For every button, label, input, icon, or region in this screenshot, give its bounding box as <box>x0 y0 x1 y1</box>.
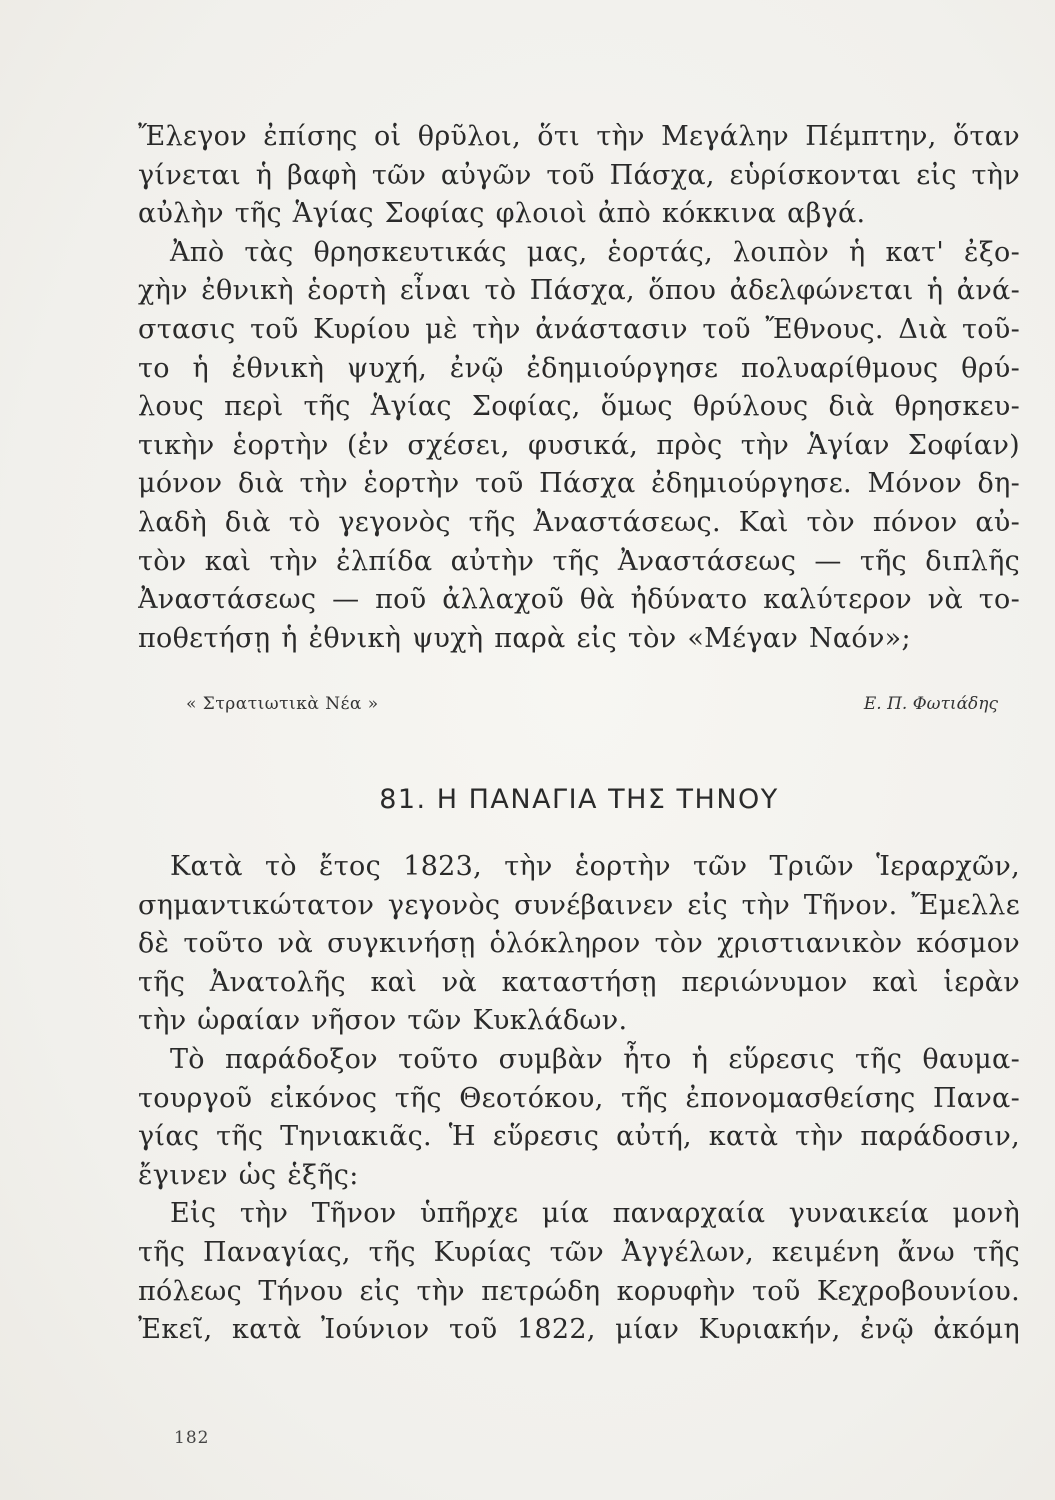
text-line: Κατὰ τὸ ἔτος 1823, τὴν ἑορτὴν τῶν Τριῶν Ἱεραρχῶν, <box>170 851 1020 882</box>
text-line: Τὸ παράδοξον τοῦτο συμβὰν ἦτο ἡ εὕρεσις τῆς θαυμα- <box>170 1043 1020 1075</box>
text-line: Ἔλεγον ἐπίσης οἱ θρῦλοι, ὅτι τὴν Μεγάλην Πέμπτην, ὅταν <box>138 121 1020 152</box>
text-line: τὸν καὶ τὴν ἐλπίδα αὐτὴν τῆς Ἀναστάσεως — τῆς διπλῆς <box>138 545 1020 577</box>
text-line: το ἡ ἐθνικὴ ψυχή, ἐνῷ ἐδημιούργησε πολυαρίθμους θρύ- <box>138 352 1020 384</box>
text-line: δὲ τοῦτο νὰ συγκινήσῃ ὁλόκληρον τὸν χριστιανικὸν κόσμον <box>138 928 1020 960</box>
text-line: ἔγινεν ὡς ἑξῆς: <box>138 1159 359 1191</box>
text-line: γίνεται ἡ βαφὴ τῶν αὐγῶν τοῦ Πάσχα, εὑρίσκονται εἰς τὴν <box>138 159 1020 191</box>
text-line: λαδὴ διὰ τὸ γεγονὸς τῆς Ἀναστάσεως. Καὶ τὸν πόνον αὐ- <box>138 506 1020 538</box>
text-line: Εἰς τὴν Τῆνον ὑπῆρχε μία παναρχαία γυναικεία μονὴ <box>170 1198 1020 1230</box>
paragraph-hagia-sophia <box>138 118 1020 658</box>
text-line: τὴν ὡραίαν νῆσον τῶν Κυκλάδων. <box>138 1005 628 1037</box>
text-line: χὴν ἐθνικὴ ἑορτὴ εἶναι τὸ Πάσχα, ὅπου ἀδελφώνεται ἡ ἀνά- <box>138 275 1020 307</box>
text-line: Ἀπὸ τὰς θρησκευτικάς μας, ἑορτάς, λοιπὸν ἡ κατ' ἐξο- <box>170 236 1020 268</box>
text-line: στασις τοῦ Κυρίου μὲ τὴν ἀνάστασιν τοῦ Ἔθνους. Διὰ τοῦ- <box>138 313 1020 345</box>
page-number: 182 <box>174 1428 210 1448</box>
text-line: ποθετήσῃ ἡ ἐθνικὴ ψυχὴ παρὰ εἰς τὸν «Μέγαν Ναόν»; <box>138 622 911 654</box>
source-attribution <box>186 694 1020 724</box>
text-line: Ἀναστάσεως — ποῦ ἀλλαχοῦ θὰ ἠδύνατο καλύτερον νὰ το- <box>138 584 1020 616</box>
text-line: Ἐκεῖ, κατὰ Ἰούνιον τοῦ 1822, μίαν Κυριακήν, ἐνῷ ἀκόμη <box>138 1314 1020 1346</box>
text-line: τῆς Ἀνατολῆς καὶ νὰ καταστήσῃ περιώνυμον καὶ ἱερὰν <box>138 966 1020 998</box>
paragraph-panagia-tinou <box>138 848 1020 1350</box>
text-line: γίας τῆς Τηνιακιᾶς. Ἡ εὕρεσις αὐτή, κατὰ τὴν παράδοσιν, <box>138 1121 1020 1153</box>
text-line: πόλεως Τήνου εἰς τὴν πετρώδη κορυφὴν τοῦ Κεχροβουνίου. <box>138 1275 1020 1307</box>
source-author: Ε. Π. Φωτιάδης <box>863 694 998 714</box>
text-line: αὐλὴν τῆς Ἁγίας Σοφίας φλοιοὶ ἀπὸ κόκκινα αβγά. <box>138 198 866 230</box>
text-line: τουργοῦ εἰκόνος τῆς Θεοτόκου, τῆς ἐπονομασθείσης Πανα- <box>138 1082 1020 1114</box>
text-line: σημαντικώτατον γεγονὸς συνέβαινεν εἰς τὴν Τῆνον. Ἔμελλε <box>138 889 1020 921</box>
text-line: τῆς Παναγίας, τῆς Κυρίας τῶν Ἀγγέλων, κειμένη ἄνω τῆς <box>138 1236 1020 1268</box>
source-publication: « Στρατιωτικὰ Νέα » <box>186 694 379 714</box>
text-line: τικὴν ἑορτὴν (ἐν σχέσει, φυσικά, πρὸς τὴν Ἁγίαν Σοφίαν) <box>138 429 1020 461</box>
text-line: μόνον διὰ τὴν ἑορτὴν τοῦ Πάσχα ἐδημιούργησε. Μόνον δη- <box>138 468 1020 500</box>
section-title: 81. Η ΠΑΝΑΓΙΑ ΤΗΣ ΤΗΝΟΥ <box>379 784 779 815</box>
text-line: λους περὶ τῆς Ἁγίας Σοφίας, ὅμως θρύλους διὰ θρησκευ- <box>138 391 1020 423</box>
